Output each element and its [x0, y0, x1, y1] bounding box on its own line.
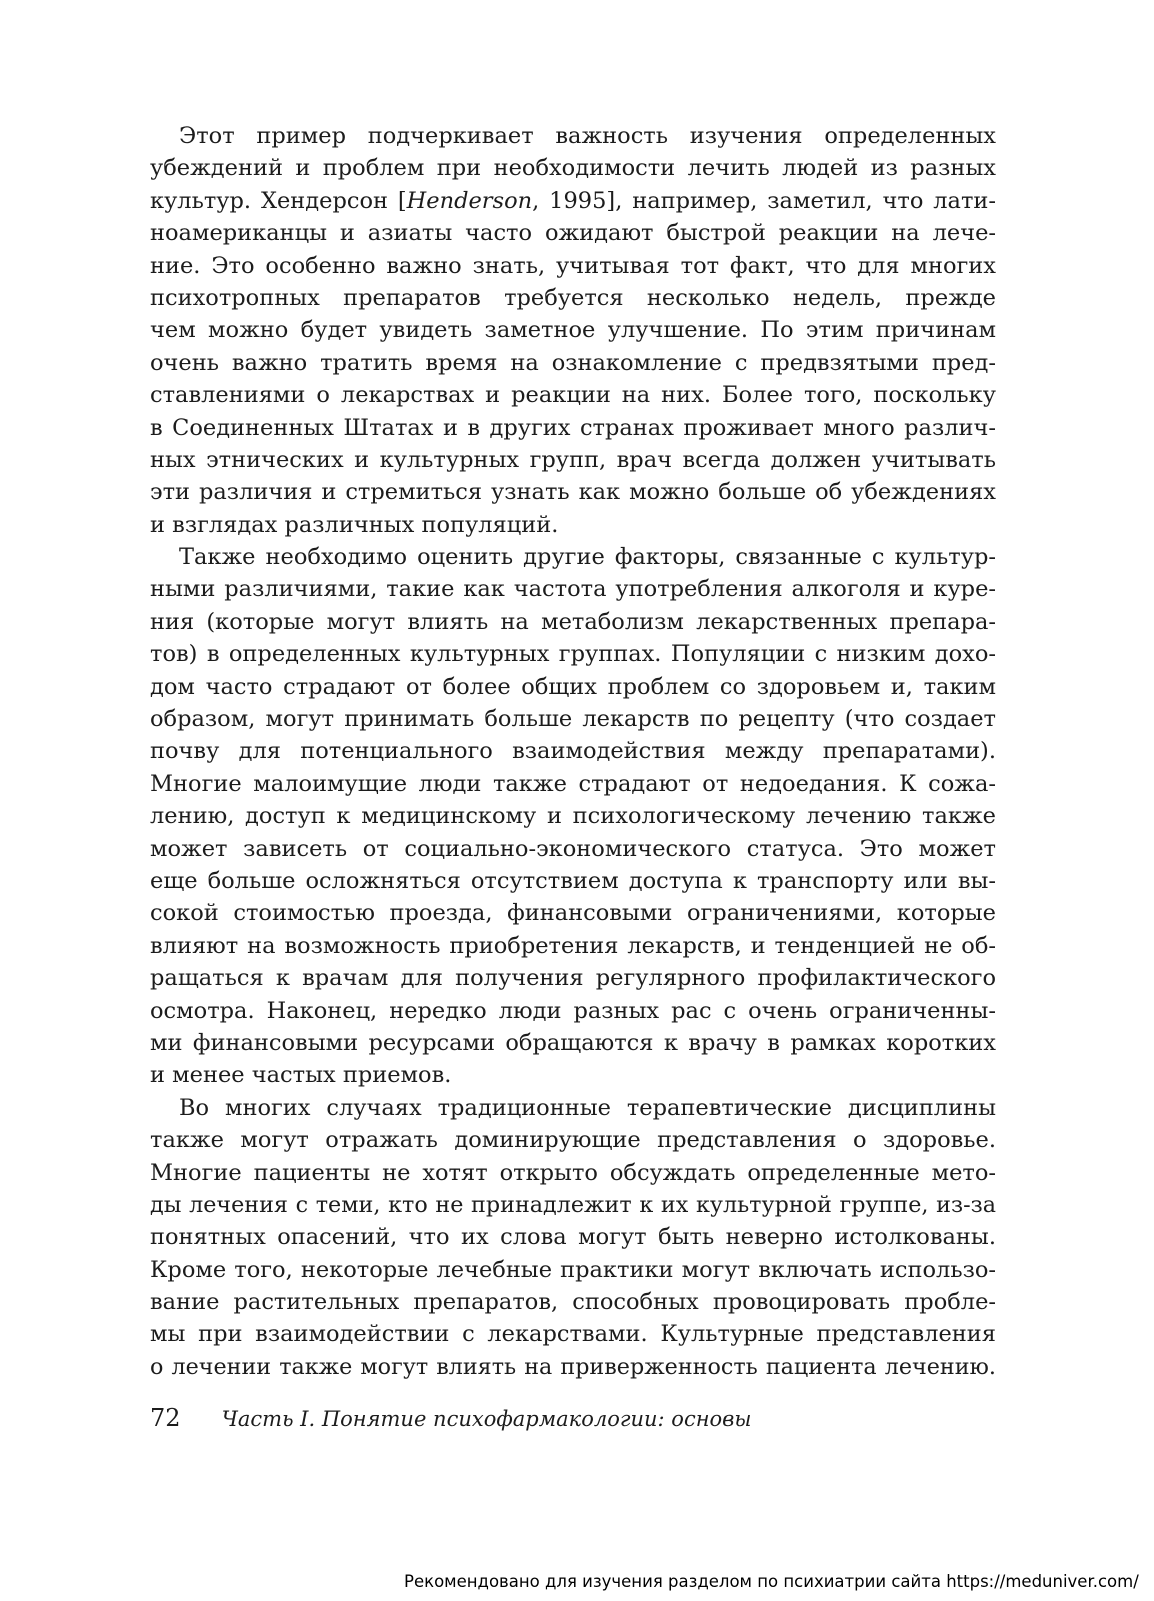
text-line: Многие малоимущие люди также страдают от недоедания. К сожа- [150, 770, 996, 797]
text-line: о лечении также могут влиять на приверженность пациента лечению. [150, 1353, 996, 1380]
paragraph-3 [150, 1092, 996, 1384]
text-line: и взглядах различных популяций. [150, 511, 559, 538]
text-line: вание растительных препаратов, способных провоцировать пробле- [150, 1289, 996, 1316]
page-footer [150, 1400, 752, 1436]
body-text [150, 120, 996, 1383]
text-line: может зависеть от социально-экономического статуса. Это может [150, 835, 996, 862]
text-line: мы при взаимодействии с лекарствами. Культурные представления [150, 1321, 996, 1348]
text-line: и менее частых приемов. [150, 1062, 452, 1089]
text-line: чем можно будет увидеть заметное улучшение. По этим причинам [150, 317, 996, 344]
paragraph-1 [150, 120, 996, 541]
text-line: эти различия и стремиться узнать как можно больше об убеждениях [150, 479, 996, 506]
text-line: Многие пациенты не хотят открыто обсуждать определенные мето- [150, 1159, 996, 1186]
text-line: ние. Это особенно важно знать, учитывая тот факт, что для многих [150, 252, 996, 279]
text-line: Кроме того, некоторые лечебные практики могут включать использо- [150, 1256, 996, 1283]
text-line: еще больше осложняться отсутствием доступа к транспорту или вы- [150, 867, 996, 894]
text-line: Во многих случаях традиционные терапевтические дисциплины [179, 1094, 996, 1121]
text-line: культур. Хендерсон [Henderson, 1995], например, заметил, что лати- [150, 187, 996, 214]
text-line: также могут отражать доминирующие представления о здоровье. [150, 1127, 996, 1154]
text-line: ми финансовыми ресурсами обращаются к врачу в рамках коротких [150, 1029, 996, 1056]
text-line: убеждений и проблем при необходимости лечить людей из разных [150, 155, 996, 182]
text-line: лению, доступ к медицинскому и психологическому лечению также [150, 803, 996, 830]
text-line: почву для потенциального взаимодействия между препаратами). [150, 738, 996, 765]
running-head: Часть I. Понятие психофармакологии: основы [221, 1407, 752, 1431]
paragraph-2 [150, 541, 996, 1092]
text-line: ния (которые могут влиять на метаболизм лекарственных препара- [150, 608, 996, 635]
text-line: тов) в определенных культурных группах. Популяции с низким дохо- [150, 641, 996, 668]
text-line: понятных опасений, что их слова могут быть неверно истолкованы. [150, 1224, 996, 1251]
text-line: очень важно тратить время на ознакомление с предвзятыми пред- [150, 349, 996, 376]
cited-author: Henderson [406, 187, 533, 214]
watermark-text: Рекомендовано для изучения разделом по психиатрии сайта https://meduniver.com/ [404, 1572, 1139, 1591]
text-line: сокой стоимостью проезда, финансовыми ограничениями, которые [150, 900, 996, 927]
text-line: осмотра. Наконец, нередко люди разных рас с очень ограниченны- [150, 997, 996, 1024]
text-line: Этот пример подчеркивает важность изучения определенных [179, 123, 996, 149]
text-line: ноамериканцы и азиаты часто ожидают быстрой реакции на лече- [150, 220, 996, 247]
text-line: дом часто страдают от более общих проблем со здоровьем и, таким [150, 673, 996, 700]
text-line: влияют на возможность приобретения лекарств, и тенденцией не об- [150, 932, 996, 959]
text-line: Также необходимо оценить другие факторы, связанные с культур- [179, 544, 996, 571]
text-line: в Соединенных Штатах и в других странах проживает много различ- [150, 414, 996, 441]
text-line: ставлениями о лекарствах и реакции на них. Более того, поскольку [150, 382, 996, 409]
page-number: 72 [150, 1404, 181, 1432]
text-line: ращаться к врачам для получения регулярного профилактического [150, 965, 996, 992]
text-line: ными различиями, такие как частота употребления алкоголя и куре- [150, 576, 996, 603]
text-line: ды лечения с теми, кто не принадлежит к их культурной группе, из-за [150, 1191, 996, 1218]
text-line: образом, могут принимать больше лекарств по рецепту (что создает [150, 706, 996, 733]
text-line: ных этнических и культурных групп, врач всегда должен учитывать [150, 446, 996, 473]
text-line: психотропных препаратов требуется несколько недель, прежде [150, 284, 996, 311]
